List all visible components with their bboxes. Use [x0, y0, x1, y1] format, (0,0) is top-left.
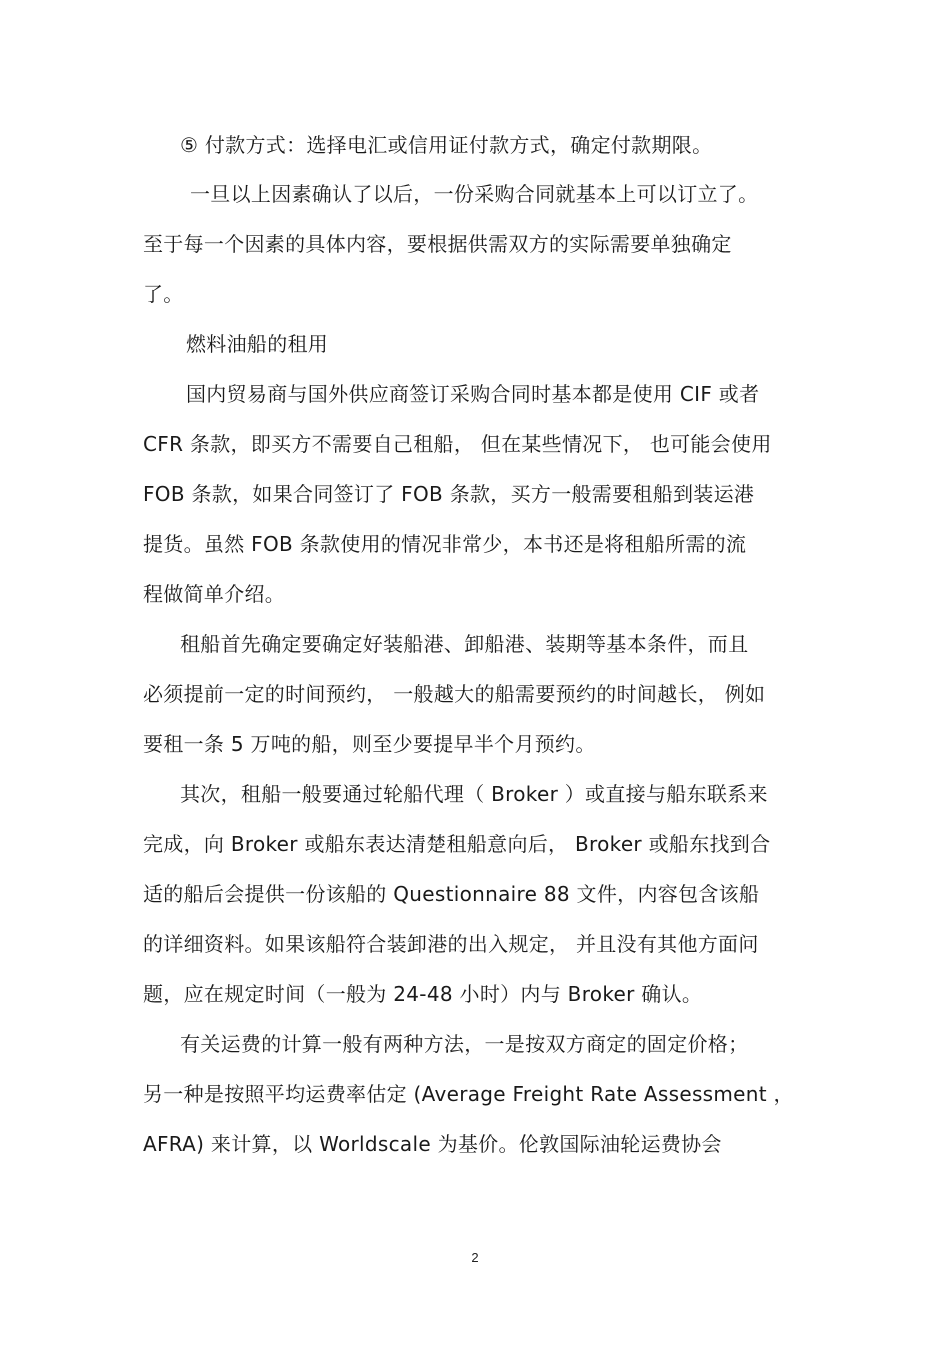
section-heading: 燃料油船的租用 [186, 332, 329, 356]
text-line: 其次，租船一般要通过轮船代理（ Broker ）或直接与船东联系来 [180, 782, 768, 806]
page-number: 2 [471, 1250, 479, 1265]
text-line: 另一种是按照平均运费率估定 (Average Freight Rate Assessment ， [143, 1082, 794, 1106]
text-line: 适的船后会提供一份该船的 Questionnaire 88 文件，内容包含该船 [143, 882, 760, 906]
text-line: 国内贸易商与国外供应商签订采购合同时基本都是使用 CIF 或者 [186, 382, 760, 406]
text-line: 租船首先确定要确定好装船港、卸船港、装期等基本条件，而且 [180, 632, 749, 656]
text-line: 程做简单介绍。 [143, 582, 286, 606]
text-line: 必须提前一定的时间预约， 一般越大的船需要预约的时间越长， 例如 [143, 682, 766, 706]
text-line: ⑤ 付款方式：选择电汇或信用证付款方式，确定付款期限。 [180, 133, 713, 157]
text-line: 了。 [143, 282, 184, 306]
text-line: AFRA) 来计算，以 Worldscale 为基价。伦敦国际油轮运费协会 [143, 1132, 722, 1156]
text-line: 至于每一个因素的具体内容，要根据供需双方的实际需要单独确定 [143, 232, 732, 256]
text-line: FOB 条款，如果合同签订了 FOB 条款，买方一般需要租船到装运港 [143, 482, 755, 506]
text-line: 有关运费的计算一般有两种方法，一是按双方商定的固定价格； [180, 1032, 749, 1056]
text-line: 题，应在规定时间（一般为 24-48 小时）内与 Broker 确认。 [143, 982, 703, 1006]
text-line: 完成，向 Broker 或船东表达清楚租船意向后， Broker 或船东找到合 [143, 832, 771, 856]
text-line: 要租一条 5 万吨的船，则至少要提早半个月预约。 [143, 732, 596, 756]
text-line: CFR 条款，即买方不需要自己租船， 但在某些情况下， 也可能会使用 [143, 432, 772, 456]
text-line: 提货。虽然 FOB 条款使用的情况非常少，本书还是将租船所需的流 [143, 532, 747, 556]
text-line: 的详细资料。如果该船符合装卸港的出入规定， 并且没有其他方面问 [143, 932, 759, 956]
text-line: 一旦以上因素确认了以后，一份采购合同就基本上可以订立了。 [190, 182, 759, 206]
